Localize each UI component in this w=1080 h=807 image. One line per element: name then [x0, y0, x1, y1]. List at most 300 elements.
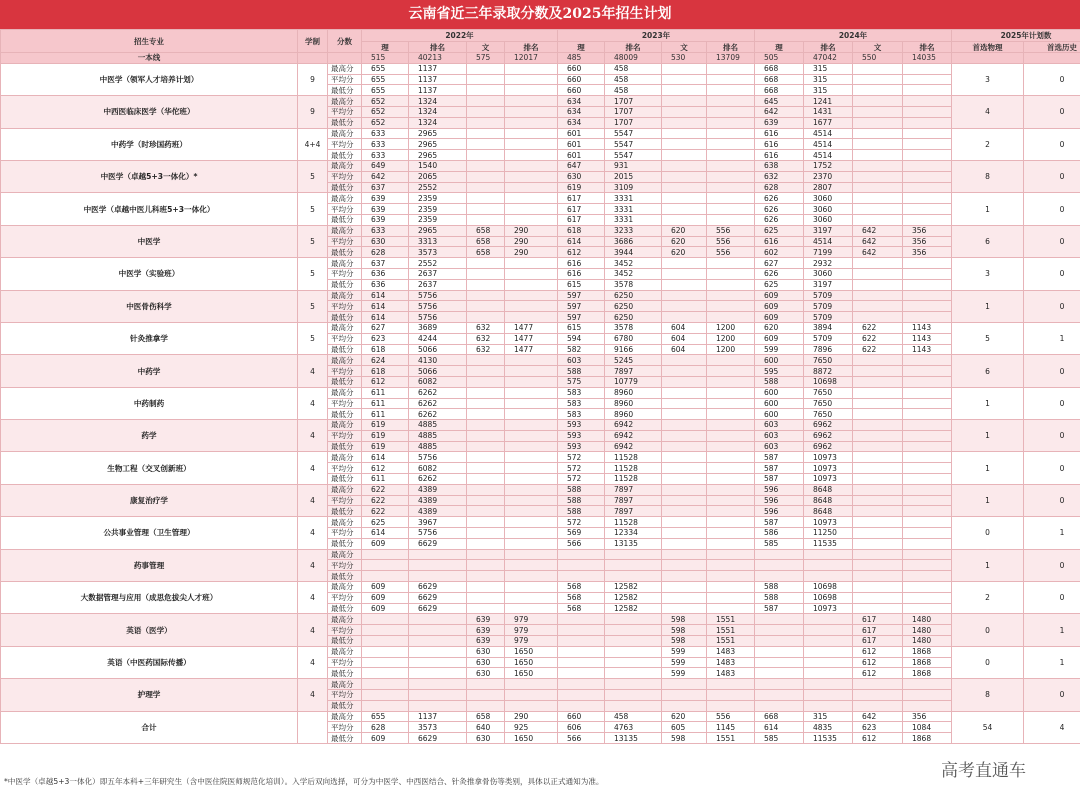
score-cell — [362, 679, 409, 690]
score-cell — [755, 560, 804, 571]
score-type: 最低分 — [328, 700, 362, 711]
score-cell — [853, 560, 903, 571]
score-cell: 622 — [362, 506, 409, 517]
score-cell: 5066 — [409, 344, 467, 355]
score-cell — [853, 193, 903, 204]
score-cell — [903, 528, 952, 539]
score-cell: 614 — [362, 312, 409, 323]
score-cell — [558, 625, 605, 636]
score-cell: 1677 — [804, 117, 853, 128]
plan-history: 1 — [1024, 646, 1080, 678]
score-cell: 587 — [755, 603, 804, 614]
score-cell: 609 — [755, 312, 804, 323]
footnote: *中医学（卓越5+3一体化）即五年本科+三年研究生（含中医住院医师规范化培训）。入学后双向选择，可分为中医学、中西医结合、针灸推拿骨伤等类别，具体以正式通知为准。 — [4, 777, 604, 786]
score-cell: 2552 — [409, 258, 467, 269]
score-cell: 3573 — [409, 722, 467, 733]
score-cell: 1868 — [903, 668, 952, 679]
score-cell: 10698 — [804, 582, 853, 593]
score-cell — [853, 528, 903, 539]
score-cell: 6962 — [804, 430, 853, 441]
score-cell — [903, 85, 952, 96]
score-cell — [755, 614, 804, 625]
plan-history: 0 — [1024, 582, 1080, 614]
score-cell: 4244 — [409, 333, 467, 344]
score-cell: 587 — [755, 517, 804, 528]
baseline-value: 575 — [467, 53, 505, 64]
baseline-value: 505 — [755, 53, 804, 64]
score-cell — [804, 614, 853, 625]
score-cell — [804, 560, 853, 571]
score-cell — [362, 636, 409, 647]
score-cell: 619 — [362, 420, 409, 431]
score-cell — [903, 582, 952, 593]
score-type: 平均分 — [328, 398, 362, 409]
score-cell: 585 — [755, 733, 804, 744]
score-cell: 632 — [467, 344, 505, 355]
score-cell: 593 — [558, 420, 605, 431]
score-cell: 622 — [362, 495, 409, 506]
score-cell: 2965 — [409, 139, 467, 150]
score-cell — [707, 528, 755, 539]
score-cell — [707, 430, 755, 441]
score-cell — [467, 279, 505, 290]
score-cell: 587 — [755, 474, 804, 485]
score-type: 平均分 — [328, 528, 362, 539]
score-cell — [903, 441, 952, 452]
score-cell: 619 — [362, 441, 409, 452]
score-cell: 630 — [467, 733, 505, 744]
score-cell: 458 — [605, 74, 662, 85]
score-cell: 3944 — [605, 247, 662, 258]
score-cell — [467, 268, 505, 279]
plan-history: 1 — [1024, 614, 1080, 646]
score-cell: 596 — [755, 484, 804, 495]
score-cell: 586 — [755, 528, 804, 539]
score-cell — [903, 301, 952, 312]
score-cell — [605, 549, 662, 560]
baseline-value: 12017 — [505, 53, 558, 64]
plan-physics: 0 — [952, 517, 1024, 549]
score-cell — [853, 366, 903, 377]
score-cell: 2637 — [409, 279, 467, 290]
score-cell — [662, 495, 707, 506]
score-cell: 8960 — [605, 398, 662, 409]
score-cell — [853, 463, 903, 474]
score-cell: 1868 — [903, 646, 952, 657]
table-row — [1, 711, 1080, 722]
score-cell — [505, 528, 558, 539]
score-cell: 6250 — [605, 290, 662, 301]
score-cell: 619 — [362, 430, 409, 441]
score-cell — [853, 420, 903, 431]
score-cell: 1084 — [903, 722, 952, 733]
score-type: 最高分 — [328, 96, 362, 107]
score-cell — [903, 193, 952, 204]
score-type: 最低分 — [328, 279, 362, 290]
score-cell: 625 — [362, 517, 409, 528]
score-type: 最高分 — [328, 63, 362, 74]
score-cell — [903, 452, 952, 463]
score-cell: 5756 — [409, 301, 467, 312]
score-cell: 8872 — [804, 366, 853, 377]
score-cell — [853, 63, 903, 74]
score-cell: 617 — [853, 614, 903, 625]
score-cell: 1143 — [903, 322, 952, 333]
score-cell — [707, 484, 755, 495]
major-name: 大数据管理与应用（成思危拔尖人才班） — [1, 582, 298, 614]
header-sub-science: 理 — [755, 42, 804, 53]
score-cell: 614 — [362, 528, 409, 539]
score-cell — [505, 290, 558, 301]
score-type: 平均分 — [328, 74, 362, 85]
table-row — [1, 549, 1080, 560]
score-type: 最高分 — [328, 614, 362, 625]
score-cell: 634 — [558, 106, 605, 117]
score-cell: 1431 — [804, 106, 853, 117]
score-cell — [662, 96, 707, 107]
score-cell — [707, 268, 755, 279]
score-cell — [755, 571, 804, 582]
score-cell — [505, 214, 558, 225]
score-cell: 8648 — [804, 506, 853, 517]
score-cell — [903, 214, 952, 225]
score-cell: 614 — [362, 301, 409, 312]
score-type: 最低分 — [328, 150, 362, 161]
score-type: 最低分 — [328, 247, 362, 258]
score-cell: 4389 — [409, 495, 467, 506]
score-cell: 8648 — [804, 495, 853, 506]
score-cell: 605 — [662, 722, 707, 733]
score-cell — [903, 268, 952, 279]
score-cell: 604 — [662, 322, 707, 333]
score-cell: 3573 — [409, 247, 467, 258]
header-sub-rank: 排名 — [605, 42, 662, 53]
score-cell — [662, 463, 707, 474]
score-cell: 458 — [605, 85, 662, 96]
score-cell: 639 — [362, 193, 409, 204]
score-cell — [707, 290, 755, 301]
score-cell — [505, 106, 558, 117]
score-cell — [505, 700, 558, 711]
table-row — [1, 160, 1080, 171]
plan-history: 0 — [1024, 160, 1080, 192]
score-cell — [505, 409, 558, 420]
score-cell — [662, 452, 707, 463]
score-cell: 4835 — [804, 722, 853, 733]
score-cell: 609 — [755, 290, 804, 301]
score-cell — [558, 571, 605, 582]
score-type: 最低分 — [328, 376, 362, 387]
score-cell — [467, 700, 505, 711]
score-cell: 6082 — [409, 463, 467, 474]
score-cell — [662, 193, 707, 204]
score-cell: 658 — [467, 225, 505, 236]
score-cell: 640 — [467, 722, 505, 733]
score-type: 最高分 — [328, 258, 362, 269]
score-cell: 356 — [903, 236, 952, 247]
score-cell — [467, 258, 505, 269]
score-cell — [903, 312, 952, 323]
score-cell — [662, 139, 707, 150]
score-cell — [662, 679, 707, 690]
score-cell: 609 — [362, 592, 409, 603]
score-cell — [662, 74, 707, 85]
score-cell: 634 — [558, 117, 605, 128]
score-cell — [662, 398, 707, 409]
score-cell — [605, 571, 662, 582]
score-cell — [558, 614, 605, 625]
score-cell: 5547 — [605, 128, 662, 139]
score-cell — [467, 517, 505, 528]
score-cell — [662, 117, 707, 128]
score-cell — [362, 625, 409, 636]
plan-history: 1 — [1024, 322, 1080, 354]
header-sub-arts: 文 — [662, 42, 707, 53]
score-cell — [467, 441, 505, 452]
duration: 4 — [298, 679, 328, 711]
plan-physics: 3 — [952, 258, 1024, 290]
major-name: 中药学（时珍国药班） — [1, 128, 298, 160]
score-cell: 616 — [755, 150, 804, 161]
score-cell: 356 — [903, 225, 952, 236]
major-name: 中医学（实验班） — [1, 258, 298, 290]
score-cell: 600 — [755, 409, 804, 420]
score-cell: 1480 — [903, 614, 952, 625]
score-cell — [505, 63, 558, 74]
score-cell: 6250 — [605, 301, 662, 312]
duration: 5 — [298, 160, 328, 192]
duration — [298, 711, 328, 743]
score-cell: 5756 — [409, 312, 467, 323]
plan-physics: 1 — [952, 452, 1024, 484]
score-cell — [505, 441, 558, 452]
score-cell: 3060 — [804, 268, 853, 279]
score-cell: 3578 — [605, 322, 662, 333]
score-cell: 612 — [853, 668, 903, 679]
plan-history: 0 — [1024, 549, 1080, 581]
score-cell — [903, 387, 952, 398]
duration: 4 — [298, 517, 328, 549]
score-cell — [853, 549, 903, 560]
score-cell: 3197 — [804, 225, 853, 236]
score-cell — [853, 214, 903, 225]
score-cell — [662, 592, 707, 603]
header-year-2023: 2023年 — [558, 30, 755, 42]
score-cell — [505, 679, 558, 690]
score-cell: 655 — [362, 63, 409, 74]
score-cell: 601 — [558, 139, 605, 150]
score-cell: 593 — [558, 441, 605, 452]
score-cell: 660 — [558, 85, 605, 96]
score-cell: 7897 — [605, 484, 662, 495]
score-cell — [467, 474, 505, 485]
score-cell: 1200 — [707, 333, 755, 344]
score-cell: 603 — [755, 430, 804, 441]
score-cell: 4389 — [409, 506, 467, 517]
score-cell: 13135 — [605, 538, 662, 549]
score-cell: 7199 — [804, 247, 853, 258]
baseline-value: 530 — [662, 53, 707, 64]
score-type: 最低分 — [328, 117, 362, 128]
score-cell: 668 — [755, 711, 804, 722]
table-row — [1, 258, 1080, 269]
score-cell — [707, 582, 755, 593]
score-cell: 12582 — [605, 603, 662, 614]
score-cell — [853, 409, 903, 420]
score-cell: 5756 — [409, 452, 467, 463]
score-cell — [662, 603, 707, 614]
major-name: 中医学（卓越5+3一体化）* — [1, 160, 298, 192]
score-cell — [662, 571, 707, 582]
score-cell — [853, 85, 903, 96]
score-cell — [505, 387, 558, 398]
score-cell — [755, 668, 804, 679]
score-cell: 1200 — [707, 322, 755, 333]
score-cell: 12582 — [605, 582, 662, 593]
score-cell — [558, 690, 605, 701]
score-cell: 609 — [362, 733, 409, 744]
score-cell: 609 — [362, 538, 409, 549]
score-cell — [467, 74, 505, 85]
page-title: 云南省近三年录取分数及2025年招生计划 — [0, 0, 1080, 29]
score-cell — [903, 679, 952, 690]
score-cell: 12582 — [605, 592, 662, 603]
score-type: 最高分 — [328, 711, 362, 722]
score-cell — [755, 646, 804, 657]
score-cell — [467, 117, 505, 128]
score-cell — [467, 495, 505, 506]
score-cell: 645 — [755, 96, 804, 107]
score-cell: 2359 — [409, 214, 467, 225]
score-cell: 1650 — [505, 668, 558, 679]
score-cell — [853, 128, 903, 139]
baseline-value: 515 — [362, 53, 409, 64]
score-cell — [707, 441, 755, 452]
duration: 4 — [298, 484, 328, 516]
score-cell — [662, 441, 707, 452]
score-cell — [467, 63, 505, 74]
score-cell: 3689 — [409, 322, 467, 333]
score-cell: 632 — [467, 333, 505, 344]
baseline-value: 13709 — [707, 53, 755, 64]
plan-physics: 0 — [952, 614, 1024, 646]
score-cell — [505, 398, 558, 409]
table-row — [1, 614, 1080, 625]
score-cell: 598 — [662, 625, 707, 636]
score-cell: 614 — [558, 236, 605, 247]
score-type: 最低分 — [328, 344, 362, 355]
score-cell: 603 — [755, 420, 804, 431]
score-cell — [707, 204, 755, 215]
score-cell — [558, 560, 605, 571]
duration: 5 — [298, 290, 328, 322]
score-cell: 7650 — [804, 387, 853, 398]
plan-history: 0 — [1024, 290, 1080, 322]
score-cell: 632 — [755, 171, 804, 182]
plan-physics: 1 — [952, 549, 1024, 581]
plan-physics: 1 — [952, 484, 1024, 516]
score-cell: 622 — [853, 322, 903, 333]
major-name: 药事管理 — [1, 549, 298, 581]
score-type: 平均分 — [328, 171, 362, 182]
score-type: 平均分 — [328, 236, 362, 247]
score-cell: 612 — [558, 247, 605, 258]
score-type: 最高分 — [328, 582, 362, 593]
score-cell — [707, 376, 755, 387]
score-cell: 630 — [362, 236, 409, 247]
score-cell — [467, 182, 505, 193]
score-cell — [505, 430, 558, 441]
score-cell: 601 — [558, 128, 605, 139]
score-cell: 4885 — [409, 420, 467, 431]
score-cell: 617 — [558, 214, 605, 225]
plan-physics: 6 — [952, 225, 1024, 257]
score-cell: 639 — [362, 214, 409, 225]
score-cell — [755, 636, 804, 647]
score-cell — [707, 74, 755, 85]
score-cell: 583 — [558, 387, 605, 398]
score-cell: 6942 — [605, 441, 662, 452]
score-cell: 11535 — [804, 733, 853, 744]
table-row — [1, 517, 1080, 528]
score-cell — [605, 668, 662, 679]
score-cell — [505, 139, 558, 150]
score-cell: 1868 — [903, 733, 952, 744]
score-type: 最低分 — [328, 571, 362, 582]
score-cell — [467, 549, 505, 560]
score-cell: 572 — [558, 463, 605, 474]
score-cell — [903, 484, 952, 495]
score-cell: 616 — [558, 258, 605, 269]
score-cell — [853, 279, 903, 290]
header-plan-physics: 首选物理 — [952, 42, 1024, 53]
score-cell — [467, 582, 505, 593]
score-type: 平均分 — [328, 625, 362, 636]
score-cell — [505, 582, 558, 593]
score-cell — [362, 690, 409, 701]
plan-history: 1 — [1024, 517, 1080, 549]
score-cell — [505, 495, 558, 506]
score-cell — [804, 625, 853, 636]
score-cell — [755, 679, 804, 690]
score-cell — [662, 376, 707, 387]
score-cell: 618 — [362, 366, 409, 377]
score-cell — [804, 690, 853, 701]
score-cell — [505, 301, 558, 312]
score-cell: 290 — [505, 225, 558, 236]
score-cell — [903, 690, 952, 701]
score-cell — [505, 150, 558, 161]
baseline-row — [1, 53, 1080, 64]
score-cell: 598 — [662, 614, 707, 625]
header-major: 招生专业 — [1, 30, 298, 53]
score-cell: 13135 — [605, 733, 662, 744]
score-type: 最高分 — [328, 646, 362, 657]
score-type: 最低分 — [328, 182, 362, 193]
score-cell — [505, 182, 558, 193]
score-cell: 575 — [558, 376, 605, 387]
score-cell: 622 — [853, 344, 903, 355]
score-cell: 1551 — [707, 625, 755, 636]
plan-history: 0 — [1024, 225, 1080, 257]
score-cell — [707, 690, 755, 701]
score-cell: 3578 — [605, 279, 662, 290]
score-cell: 2552 — [409, 182, 467, 193]
score-cell — [662, 700, 707, 711]
score-cell: 604 — [662, 333, 707, 344]
score-cell — [409, 657, 467, 668]
score-cell: 568 — [558, 582, 605, 593]
